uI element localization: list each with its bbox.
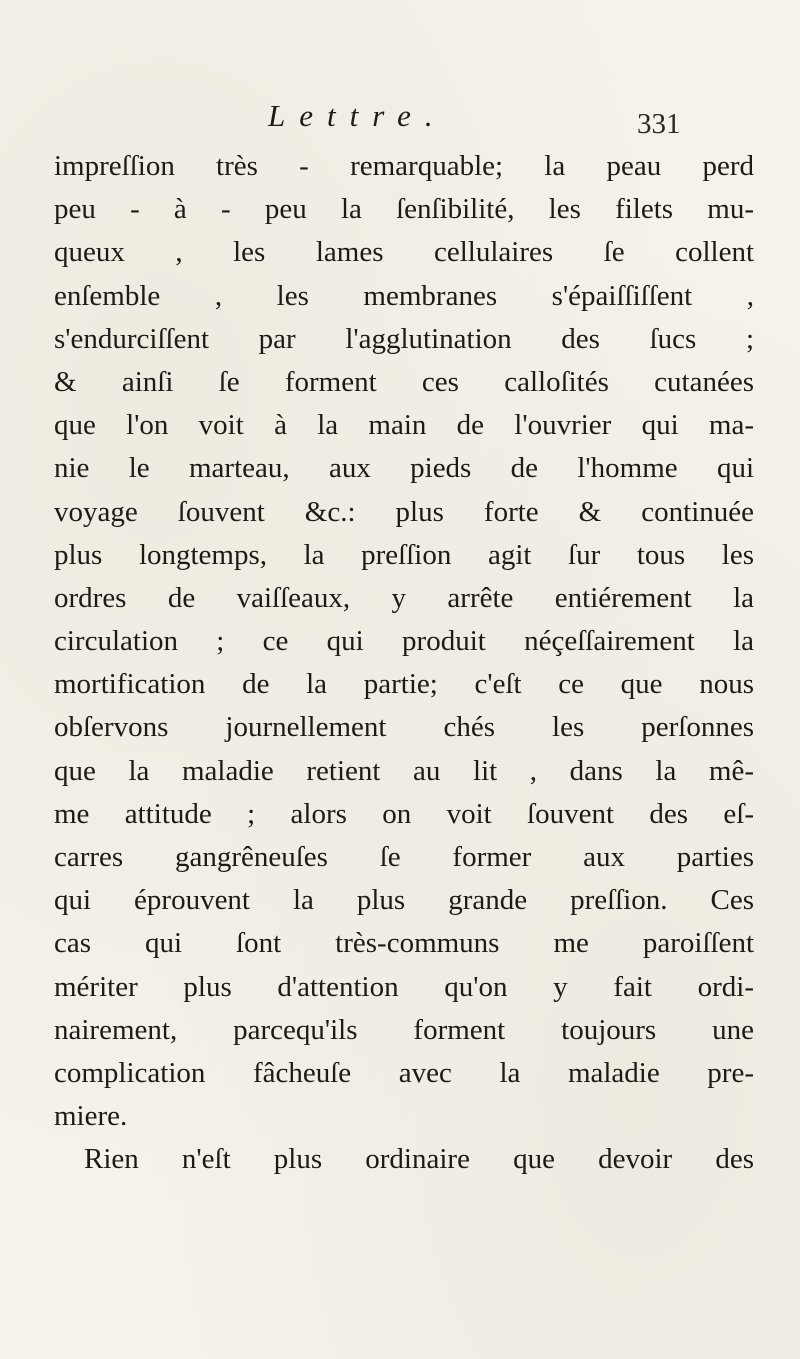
text-line: obſervons journellement chés les perſonnes (54, 711, 754, 744)
text-line: enſemble , les membranes s'épaiſſiſſent , (54, 279, 754, 312)
text-line: Rien n'eſt plus ordinaire que devoir des (84, 1143, 754, 1176)
text-line: plus longtemps, la preſſion agit ſur tous les (54, 538, 754, 571)
text-line: carres gangrêneuſes ſe former aux parties (54, 841, 754, 873)
text-line: voyage ſouvent &c.: plus forte & continuée (54, 495, 754, 528)
page-number: 331 (637, 108, 681, 140)
text-line: s'endurciſſent par l'agglutination des ſucs ; (54, 322, 754, 355)
body-text (54, 145, 754, 1182)
text-line: impreſſion très - remarquable; la peau perd (54, 150, 754, 182)
text-line: nie le marteau, aux pieds de l'homme qui (54, 452, 754, 485)
text-line: que l'on voit à la main de l'ouvrier qui ma- (54, 409, 754, 442)
text-line: ordres de vaiſſeaux, y arrête entiérement la (54, 581, 754, 614)
text-line: cas qui ſont très-communs me paroiſſent (54, 927, 754, 960)
text-line: peu - à - peu la ſenſibilité, les filets mu- (54, 193, 754, 226)
text-line: circulation ; ce qui produit néçeſſairement la (54, 625, 754, 658)
text-line: nairement, parcequ'ils forment toujours une (54, 1013, 754, 1046)
text-line: me attitude ; alors on voit ſouvent des eſ- (54, 797, 754, 830)
text-line: mortification de la partie; c'eſt ce que nous (54, 668, 754, 701)
text-line: queux , les lames cellulaires ſe collent (54, 236, 754, 269)
text-line: qui éprouvent la plus grande preſſion. Ces (54, 884, 754, 917)
text-line: mériter plus d'attention qu'on y fait ordi- (54, 970, 754, 1003)
text-line: & ainſi ſe forment ces calloſités cutanées (54, 365, 754, 398)
text-line: complication fâcheuſe avec la maladie pre- (54, 1056, 754, 1089)
text-line: miere. (54, 1100, 128, 1133)
running-head-title: Lettre. (268, 98, 447, 133)
text-line: que la maladie retient au lit , dans la mê- (54, 754, 754, 787)
